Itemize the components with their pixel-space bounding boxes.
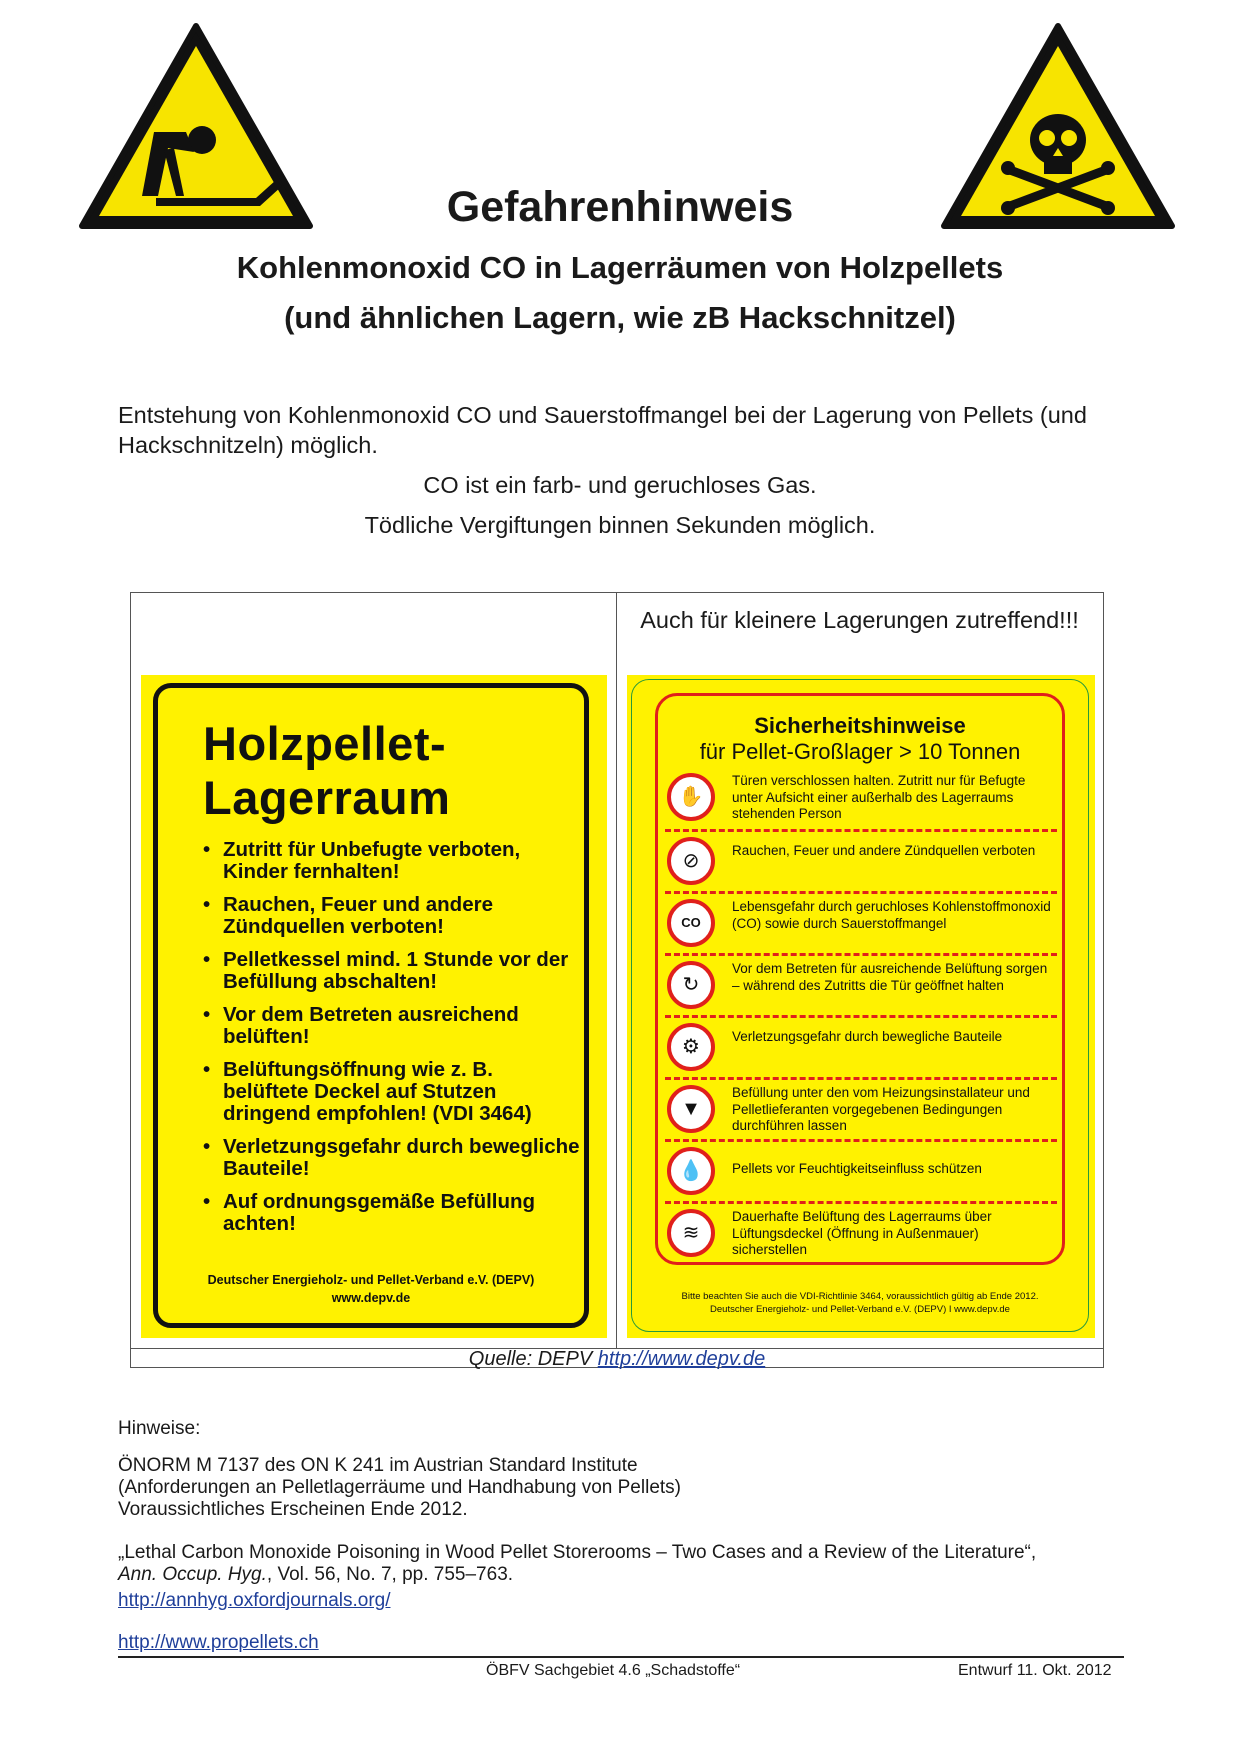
sign-right-footer-org: Deutscher Energieholz- und Pellet-Verband e.V. (DEPV) I www.depv.de	[710, 1304, 1010, 1315]
subtitle-line-1: Kohlenmonoxid CO in Lagerräumen von Holzpellets	[236, 250, 1004, 285]
footer-department: ÖBFV Sachgebiet 4.6 „Schadstoffe“	[486, 1662, 741, 1679]
journal-name: Ann. Occup. Hyg.	[118, 1564, 267, 1585]
row-separator	[665, 891, 1057, 894]
holzpellet-lagerraum-sign	[141, 675, 607, 1338]
sign-left-title	[203, 717, 583, 825]
sign-left-footer-url: www.depv.de	[331, 1291, 411, 1305]
row-separator	[665, 1139, 1057, 1142]
reference-line: (Anforderungen an Pelletlagerräume und Handhabung von Pellets)	[118, 1477, 681, 1498]
safety-row-text: Vor dem Betreten für ausreichende Belüftung sorgen – während des Zutritts die Tür geöffnet halten	[732, 961, 1048, 993]
list-item: • Belüftungsöffnung wie z. B. belüftete Deckel auf Stutzen dringend empfohlen! (VDI 3464)	[203, 1059, 583, 1125]
moving-parts-icon: ⚙	[667, 1023, 715, 1071]
footer-divider	[118, 1656, 1124, 1658]
reference-onorm	[118, 1455, 1078, 1521]
row-separator	[665, 1015, 1057, 1018]
caption-source: Quelle: DEPV	[468, 1348, 598, 1370]
safety-row-text: Befüllung unter den vom Heizungsinstallateur und Pelletlieferanten vorgegebenen Bedingungen durchführen lassen	[732, 1085, 1030, 1133]
list-item: • Pelletkessel mind. 1 Stunde vor der Befüllung abschalten!	[203, 949, 583, 993]
safety-row-text: Pellets vor Feuchtigkeitseinfluss schützen	[732, 1161, 982, 1176]
reference-paper	[118, 1542, 1078, 1586]
sign-right-title: Sicherheitshinweise	[754, 713, 966, 738]
intro-line-co: CO ist ein farb- und geruchloses Gas.	[423, 472, 817, 498]
propellets-link[interactable]: http://www.propellets.ch	[118, 1632, 319, 1653]
small-storage-note: Auch für kleinere Lagerungen zutreffend!!!	[640, 607, 1079, 633]
row-separator	[665, 953, 1057, 956]
footer-draft-date: Entwurf 11. Okt. 2012	[958, 1662, 1112, 1679]
intro-paragraph: Entstehung von Kohlenmonoxid CO und Sauerstoffmangel bei der Lagerung von Pellets (und Hackschnitzeln) möglich.	[118, 402, 1087, 458]
stop-hand-icon: ✋	[667, 773, 715, 821]
sign-left-title-line1: Holzpellet-	[203, 717, 447, 770]
safety-row-text: Türen verschlossen halten. Zutritt nur für Befugte unter Aufsicht einer außerhalb des Lagerraums stehenden Person	[732, 773, 1026, 821]
sign-right-footer-vdi: Bitte beachten Sie auch die VDI-Richtlinie 3464, voraussichtlich gültig ab Ende 2012.	[681, 1291, 1039, 1302]
filling-icon: ▼	[667, 1085, 715, 1133]
row-separator	[665, 1077, 1057, 1080]
safety-row-text: Verletzungsgefahr durch bewegliche Bauteile	[732, 1029, 1003, 1044]
permanent-ventilation-icon: ≋	[667, 1209, 715, 1257]
reference-line: ÖNORM M 7137 des ON K 241 im Austrian Standard Institute	[118, 1455, 638, 1476]
sicherheitshinweise-sign	[627, 675, 1095, 1338]
oxford-journal-link[interactable]: http://annhyg.oxfordjournals.org/	[118, 1590, 391, 1611]
list-item: • Zutritt für Unbefugte verboten, Kinder fernhalten!	[203, 839, 583, 883]
list-item: • Verletzungsgefahr durch bewegliche Bauteile!	[203, 1136, 583, 1180]
notes-heading: Hinweise:	[118, 1418, 201, 1439]
sign-right-footer	[655, 1290, 1065, 1316]
image-caption	[131, 1348, 1103, 1368]
list-item: • Vor dem Betreten ausreichend belüften!	[203, 1004, 583, 1048]
sign-left-title-line2: Lagerraum	[203, 771, 451, 824]
no-smoking-icon: ⊘	[667, 837, 715, 885]
sign-left-rules	[203, 839, 583, 1246]
list-item: • Rauchen, Feuer und andere Zündquellen verboten!	[203, 894, 583, 938]
safety-row-text: Dauerhafte Belüftung des Lagerraums über Lüftungsdeckel (Öffnung in Außenmauer) sicherstellen	[732, 1209, 992, 1257]
signs-table	[130, 592, 1104, 1368]
depv-link[interactable]: http://www.depv.de	[597, 1348, 766, 1370]
subtitle-line-2: (und ähnlichen Lagern, wie zB Hackschnitzel)	[284, 300, 956, 335]
list-item: • Auf ordnungsgemäße Befüllung achten!	[203, 1191, 583, 1235]
table-divider	[616, 593, 617, 1348]
sign-left-footer-org: Deutscher Energieholz- und Pellet-Verband e.V. (DEPV)	[207, 1273, 535, 1287]
safety-row-text: Lebensgefahr durch geruchloses Kohlenstoffmonoxid (CO) sowie durch Sauerstoffmangel	[732, 899, 1051, 931]
paper-volume: , Vol. 56, No. 7, pp. 755–763.	[266, 1564, 514, 1585]
sign-left-footer	[171, 1271, 571, 1307]
paper-title: „Lethal Carbon Monoxide Poisoning in Wood Pellet Storerooms – Two Cases and a Review of the Literature“,	[118, 1542, 1037, 1563]
reference-line: Voraussichtliches Erscheinen Ende 2012.	[118, 1499, 468, 1520]
row-separator	[665, 829, 1057, 832]
co-gas-icon: CO	[667, 899, 715, 947]
ventilation-icon: ↻	[667, 961, 715, 1009]
sign-right-subtitle: für Pellet-Großlager > 10 Tonnen	[699, 739, 1021, 764]
safety-row-text: Rauchen, Feuer und andere Zündquellen verboten	[732, 843, 1036, 858]
page-title: Gefahrenhinweis	[446, 183, 794, 231]
intro-line-poison: Tödliche Vergiftungen binnen Sekunden möglich.	[364, 512, 876, 538]
row-separator	[665, 1201, 1057, 1204]
moisture-icon: 💧	[667, 1147, 715, 1195]
